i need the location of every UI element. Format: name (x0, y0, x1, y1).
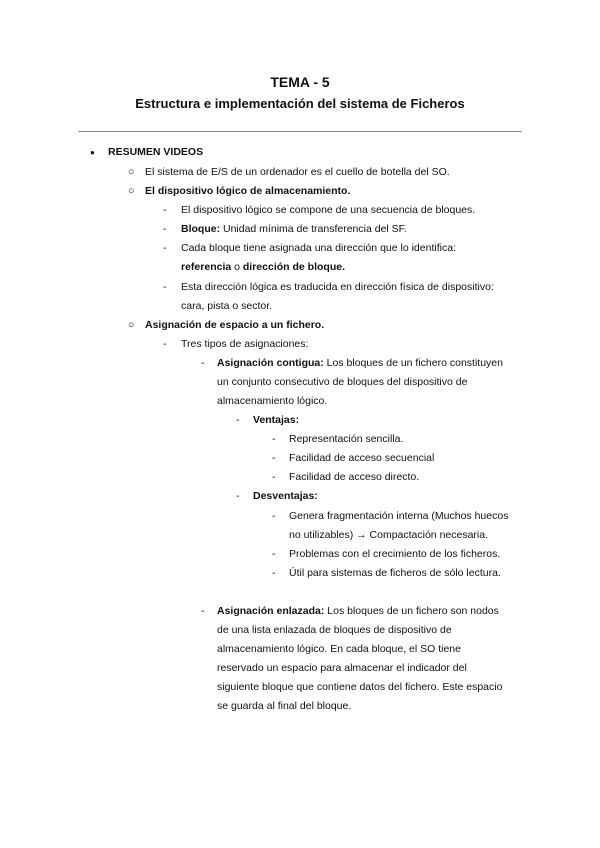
bullet-marker: ● (90, 148, 95, 157)
list-item-continued: cara, pista o sector. (181, 300, 273, 312)
dash-marker: - (163, 281, 167, 293)
dash-marker: - (272, 433, 276, 445)
list-item (217, 354, 523, 373)
list-item: El dispositivo lógico de almacenamiento. (145, 185, 351, 197)
bold-term: Asignación contigua: (217, 357, 324, 369)
list-item (181, 220, 407, 239)
list-item: Asignación de espacio a un fichero. (145, 319, 325, 331)
section-heading: RESUMEN VIDEOS (108, 146, 204, 158)
dash-marker: - (272, 510, 276, 522)
circle-marker: ○ (128, 166, 135, 178)
bold-term: Asignación enlazada: (217, 605, 325, 617)
list-item: El sistema de E/S de un ordenador es el cuello de botella del SO. (145, 166, 450, 178)
sub-heading: Desventajas: (253, 490, 318, 502)
dash-marker: - (163, 338, 167, 350)
list-item-continued: siguiente bloque que contiene datos del fichero. Este espacio (217, 681, 503, 693)
list-item: Facilidad de acceso directo. (289, 471, 420, 483)
text: o (231, 261, 243, 273)
list-item-continued (181, 258, 345, 277)
bold-term: Bloque: (181, 223, 221, 235)
dash-marker: - (272, 548, 276, 560)
list-item: Problemas con el crecimiento de los ficheros. (289, 548, 501, 560)
page-subtitle: Estructura e implementación del sistema de Ficheros (135, 96, 465, 111)
dash-marker: - (272, 471, 276, 483)
bold-term: dirección de bloque. (242, 261, 345, 273)
text: Los bloques de un fichero constituyen (323, 357, 503, 369)
circle-marker: ○ (128, 319, 135, 331)
list-item-continued: almacenamiento lógico. (217, 395, 328, 407)
list-item-continued: reservado un espacio para almacenar el indicador del (217, 662, 467, 674)
list-item: Facilidad de acceso secuencial (289, 452, 435, 464)
list-item-continued: no utilizables) → Compactación necesaria. (289, 529, 489, 541)
dash-marker: - (272, 452, 276, 464)
list-item: Tres tipos de asignaciones: (181, 338, 309, 350)
dash-marker: - (236, 490, 240, 502)
circle-marker: ○ (128, 185, 135, 197)
list-item: Genera fragmentación interna (Muchos huecos (289, 510, 509, 522)
dash-marker: - (163, 223, 167, 235)
dash-marker: - (201, 357, 205, 369)
list-item-continued: de una lista enlazada de bloques de dispositivo de (217, 624, 452, 636)
dash-marker: - (236, 414, 240, 426)
list-item (217, 602, 523, 621)
list-item: El dispositivo lógico se compone de una secuencia de bloques. (181, 204, 476, 216)
dash-marker: - (272, 567, 276, 579)
divider (78, 131, 522, 132)
dash-marker: - (201, 605, 205, 617)
dash-marker: - (163, 204, 167, 216)
dash-marker: - (163, 242, 167, 254)
bold-term: referencia (181, 261, 232, 273)
list-item: Útil para sistemas de ficheros de sólo lectura. (289, 567, 501, 579)
page-title: TEMA - 5 (270, 74, 330, 90)
list-item-continued: se guarda al final del bloque. (217, 700, 352, 712)
text: Unidad mínima de transferencia del SF. (220, 223, 407, 235)
list-item: Cada bloque tiene asignada una dirección que lo identifica: (181, 242, 456, 254)
list-item: Representación sencilla. (289, 433, 404, 445)
sub-heading: Ventajas: (253, 414, 300, 426)
list-item-continued: un conjunto consecutivo de bloques del dispositivo de (217, 376, 468, 388)
list-item-continued: almacenamiento lógico. En cada bloque, el SO tiene (217, 643, 461, 655)
list-item: Esta dirección lógica es traducida en dirección física de dispositivo: (181, 281, 494, 293)
text: Los bloques de un fichero son nodos (324, 605, 499, 617)
